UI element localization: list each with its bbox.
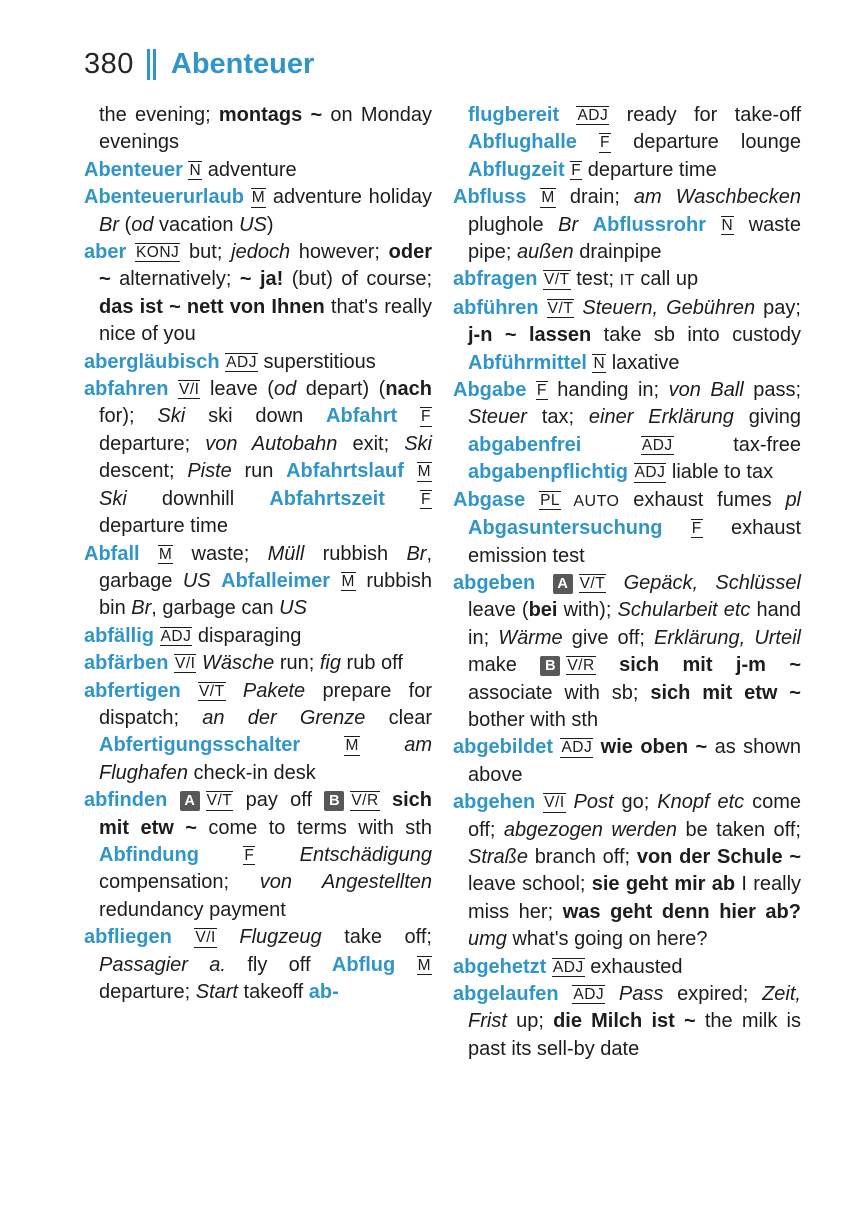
bold-phrase: was geht denn hier ab? [562,900,801,923]
grammar-marker: ADJ [573,986,605,1003]
entry-text: rub off [341,652,403,675]
entry-text: however; [290,241,389,264]
usage-label: Post [565,791,614,814]
usage-label: abgezogen werden [503,818,677,841]
header-divider-bars [147,49,156,80]
usage-label: Br [99,213,119,236]
entry-text: adventure holiday [266,186,432,209]
headword: Abflug [331,953,417,976]
headword: abgehen [453,791,544,814]
grammar-marker: V/R [567,657,595,675]
grammar-marker: V/T [547,299,574,317]
dictionary-entry [453,377,801,487]
bold-phrase: sich mit etw ~ [650,681,801,704]
entry-text: give off; [562,626,655,649]
entry-text: expired; [663,983,763,1005]
entry-text: waste pipe; [468,213,801,264]
usage-label: Müll [267,542,305,565]
grammar-marker: M [341,572,355,590]
dictionary-entry [453,789,801,953]
dictionary-entry [453,266,801,294]
entry-text: departure; [99,981,196,1003]
grammar-marker: F [536,382,547,400]
entry-text: up; [506,1010,554,1033]
entry-text: run; [274,652,320,675]
headword: Abfall [84,542,158,565]
entry-text: that's really nice of you [99,295,433,346]
entry-text: compensation; [99,871,260,894]
bold-phrase: j-n ~ lassen [468,324,592,347]
usage-label: Wäsche [196,652,275,675]
entry-text: be taken off; [676,818,801,841]
dictionary-entry [84,541,432,623]
sense-badge: B [324,791,344,811]
entry-text: ready for take-off [609,104,801,126]
text-columns [84,102,801,1063]
headword: abfahren [84,378,178,401]
grammar-marker: ADJ [641,436,673,454]
dictionary-entry [453,734,801,789]
dictionary-entry [453,102,801,184]
usage-label: von Ball [668,379,744,402]
headword: ab- [308,981,339,1003]
usage-label: Br [406,542,427,565]
headword: abergläubisch [84,350,226,373]
usage-label: Passagier a. [99,953,226,976]
entry-text: waste; [173,542,268,565]
page-header [84,46,801,82]
headword: aber [84,241,135,264]
entry-text: clear [365,706,432,729]
grammar-marker: V/I [175,655,196,673]
entry-text [211,570,221,592]
entry-text: giving [733,406,802,429]
dictionary-entry [84,924,432,1006]
entry-text: bother with sth [468,708,599,731]
grammar-marker: ADJ [561,739,593,757]
bold-phrase: wie oben ~ [593,736,708,759]
headword: abfertigen [84,679,198,702]
entry-text: check-in desk [187,761,316,784]
right-column [453,102,801,1063]
dictionary-entry [84,239,432,349]
headword: Abführmittel [468,351,593,374]
entry-text: handing in; [547,379,669,402]
bold-phrase: bei [528,599,558,622]
grammar-marker: ADJ [552,958,584,976]
dictionary-entry [453,954,801,981]
entry-text: take sb into custody [591,324,801,347]
headword: abfinden [84,789,180,812]
dictionary-entry [84,623,432,650]
entry-text: departure time [582,158,717,181]
entry-text: ski down [185,405,327,428]
bold-phrase: das ist ~ nett von Ihnen [99,295,325,318]
headword: abgelaufen [453,983,573,1005]
entry-text: departure time [99,515,228,538]
entry-text: exhaust emission test [468,517,801,567]
grammar-marker: V/T [579,574,606,592]
bold-phrase: sich mit j-m ~ [595,654,801,677]
headword: Abgase [453,488,540,511]
usage-label: am Waschbecken [633,186,801,209]
entry-text: the evening; [99,104,219,126]
entry-text: with); [557,599,618,622]
dictionary-entry [453,981,801,1063]
entry-text: alternatively; [110,268,240,291]
bold-phrase: nach [385,378,432,401]
grammar-marker: PL [540,491,561,509]
sense-badge: B [540,656,560,676]
entry-text: exhaust fumes [619,488,786,511]
usage-label: fig [319,652,341,675]
bold-phrase: oder ~ [99,241,432,291]
headword: abfällig [84,624,160,647]
entry-text: run [231,460,287,483]
dictionary-entry [453,487,801,570]
grammar-marker: V/T [544,271,570,289]
entry-text: laxative [606,351,680,374]
entry-text: downhill [126,487,270,510]
entry-text: superstitious [257,350,376,373]
headword: Abfahrt [326,405,421,428]
usage-label: pl [785,488,802,511]
bold-phrase: von der Schule ~ [636,845,801,868]
headword: Abflugzeit [468,158,571,181]
entry-text: , garbage [99,542,432,592]
usage-label: Ski [99,487,127,510]
sense-badge: A [180,791,200,811]
headword: abfärben [84,652,175,675]
entry-text: associate with sb; [468,681,651,704]
usage-label: Start [195,981,238,1003]
grammar-marker: ADJ [160,627,192,645]
entry-text: on Monday evenings [99,104,433,154]
usage-label: Ski [404,432,432,455]
left-column [84,102,432,1063]
grammar-marker: ADJ [226,353,257,371]
usage-label: Straße [468,845,529,868]
entry-text: disparaging [192,624,302,647]
dictionary-entry [84,650,432,677]
entry-text: pay off [233,789,325,812]
usage-label: Steuer [468,406,527,429]
grammar-marker: ADJ [634,464,666,482]
grammar-marker: F [571,161,582,179]
grammar-marker: F [600,134,611,152]
entry-text: liable to tax [666,461,774,484]
usage-label: an der Grenze [202,706,366,729]
entry-text: , garbage can [151,597,280,620]
entry-text: prepare for dispatch; [99,679,432,729]
entry-text: depart) ( [296,378,386,401]
usage-label: Br [131,597,152,620]
grammar-marker: F [421,408,431,426]
entry-text: I really miss her; [468,873,802,923]
usage-label: Wärme [498,626,563,649]
headword: abgabenfrei [468,433,641,456]
headword: Abflussrohr [592,213,721,236]
grammar-marker: F [691,520,702,538]
usage-label: od [131,213,154,236]
headword: Abflughalle [468,131,600,154]
entry-text: rubbish [304,542,407,565]
grammar-marker: V/T [206,792,233,810]
entry-text: vacation [153,213,240,236]
bold-phrase: montags ~ [218,104,323,126]
usage-label: umg [468,928,507,951]
usage-label: jedoch [231,241,291,264]
usage-label: Flugzeug [216,926,322,949]
dictionary-entry [84,157,432,184]
entry-text: for); [99,405,158,428]
entry-text: but; [180,241,232,264]
entry-text: leave ( [200,378,274,401]
usage-label: Entschädigung [255,843,432,866]
usage-label: Erklärung, Urteil [654,626,801,649]
grammar-marker: V/T [198,682,225,700]
usage-label: Schularbeit etc [617,599,751,622]
headword: Abenteuerurlaub [84,186,251,209]
grammar-marker: ADJ [577,107,609,124]
dictionary-entry [84,678,432,788]
entry-text: as shown above [468,736,801,786]
usage-label: od [273,378,297,401]
headword: abführen [453,296,547,319]
entry-text: exit; [337,432,405,455]
usage-label: von Angestellten [259,871,432,894]
entry-text: (but) of course; [283,268,433,291]
entry-text: fly off [225,953,332,976]
dictionary-entry [453,295,801,377]
dictionary-entry [453,184,801,266]
bold-phrase: die Milch ist ~ [553,1010,696,1033]
usage-label: Pass [605,983,664,1005]
entry-text: take off; [321,926,432,949]
headword: abgabenpflichtig [468,461,634,484]
guide-word: Abenteuer [170,47,315,80]
entry-text: what's going on here? [506,928,708,951]
usage-label: Knopf etc [657,791,745,814]
headword: abgebildet [453,736,561,759]
domain-label: IT [619,272,635,290]
usage-label: US [182,569,211,592]
grammar-marker: KONJ [135,244,180,262]
headword: Abfalleimer [221,569,341,592]
grammar-marker: M [417,463,431,481]
entry-text: leave school; [468,873,592,896]
domain-label: AUTO [561,492,620,510]
usage-label: Br [558,213,579,236]
grammar-marker: V/I [195,929,216,947]
entry-text: descent; [99,460,188,483]
grammar-marker: M [158,545,173,563]
dictionary-entry [84,184,432,239]
headword: flugbereit [468,104,577,126]
grammar-marker: V/R [351,792,379,810]
entry-text: leave ( [468,599,529,622]
bold-phrase: ~ ja! [239,268,284,291]
entry-text: come off; [468,791,801,841]
headword: Abgabe [453,379,536,402]
grammar-marker: F [244,846,255,864]
entry-text [578,214,593,236]
bold-phrase: sich mit etw ~ [99,789,433,839]
entry-text: come to terms with sth [196,816,432,839]
headword: Abfahrtslauf [286,460,417,483]
entry-text: the milk is past its sell-by date [468,1010,801,1060]
entry-text: adventure [202,158,297,181]
usage-label: Ski [157,405,186,428]
grammar-marker: M [417,956,431,974]
entry-text: pay; [755,296,801,319]
entry-text: ( [119,213,132,236]
entry-text: takeoff [237,981,309,1003]
entry-text: pass; [743,379,801,402]
usage-label: Steuern, Gebühren [574,296,756,319]
entry-text: hand in; [468,599,801,649]
headword: Abenteuer [84,158,189,181]
grammar-marker: N [721,216,734,234]
entry-text: test; [570,268,620,291]
usage-label: US [239,213,267,236]
entry-text: exhausted [584,955,683,978]
dictionary-entry [84,376,432,540]
entry-text: branch off; [528,845,637,868]
usage-label: US [279,597,307,620]
entry-text: departure; [99,432,206,455]
headword: Abfahrtszeit [269,487,421,510]
usage-label: außen [516,241,574,264]
dictionary-entry [84,102,432,157]
dictionary-entry [453,570,801,734]
usage-label: von Autobahn [205,432,338,455]
headword: Abfluss [453,186,541,209]
bold-phrase: sie geht mir ab [591,873,736,896]
grammar-marker: N [189,161,202,179]
headword: abgehetzt [453,955,552,978]
usage-label: einer Erklärung [588,406,734,429]
entry-text: go; [613,791,658,814]
grammar-marker: M [251,189,266,207]
headword: abfliegen [84,926,195,949]
grammar-marker: V/I [544,794,565,812]
dictionary-entry [84,349,432,376]
usage-label: Zeit, Frist [468,983,801,1033]
grammar-marker: M [345,737,359,755]
grammar-marker: V/I [179,381,200,399]
entry-text: redundancy payment [99,898,286,921]
headword: abfragen [453,268,544,291]
grammar-marker: F [421,490,431,508]
entry-text: drain; [555,186,634,209]
entry-text: tax-free [673,433,802,456]
usage-label: Piste [187,460,232,483]
headword: abgeben [453,571,553,594]
headword: Abfertigungsschalter [99,734,345,757]
entry-text: drainpipe [573,241,662,264]
headword: Abfindung [99,843,244,866]
entry-text: call up [634,268,699,291]
entry-text: departure lounge [611,131,801,154]
entry-text: ) [266,213,274,236]
grammar-marker: M [541,189,555,207]
entry-text: tax; [526,406,589,429]
usage-label: Pakete [225,679,306,702]
page-number: 380 [84,47,134,80]
entry-text: rubbish bin [99,569,432,620]
entry-text: make [468,654,541,677]
usage-label: am Flughafen [99,734,432,784]
grammar-marker: N [593,354,606,372]
entry-text: plughole [468,213,559,236]
dictionary-entry [84,787,432,924]
headword: Abgasuntersuchung [468,517,691,540]
usage-label: Gepäck, Schlüssel [606,571,801,594]
sense-badge: A [553,574,573,594]
